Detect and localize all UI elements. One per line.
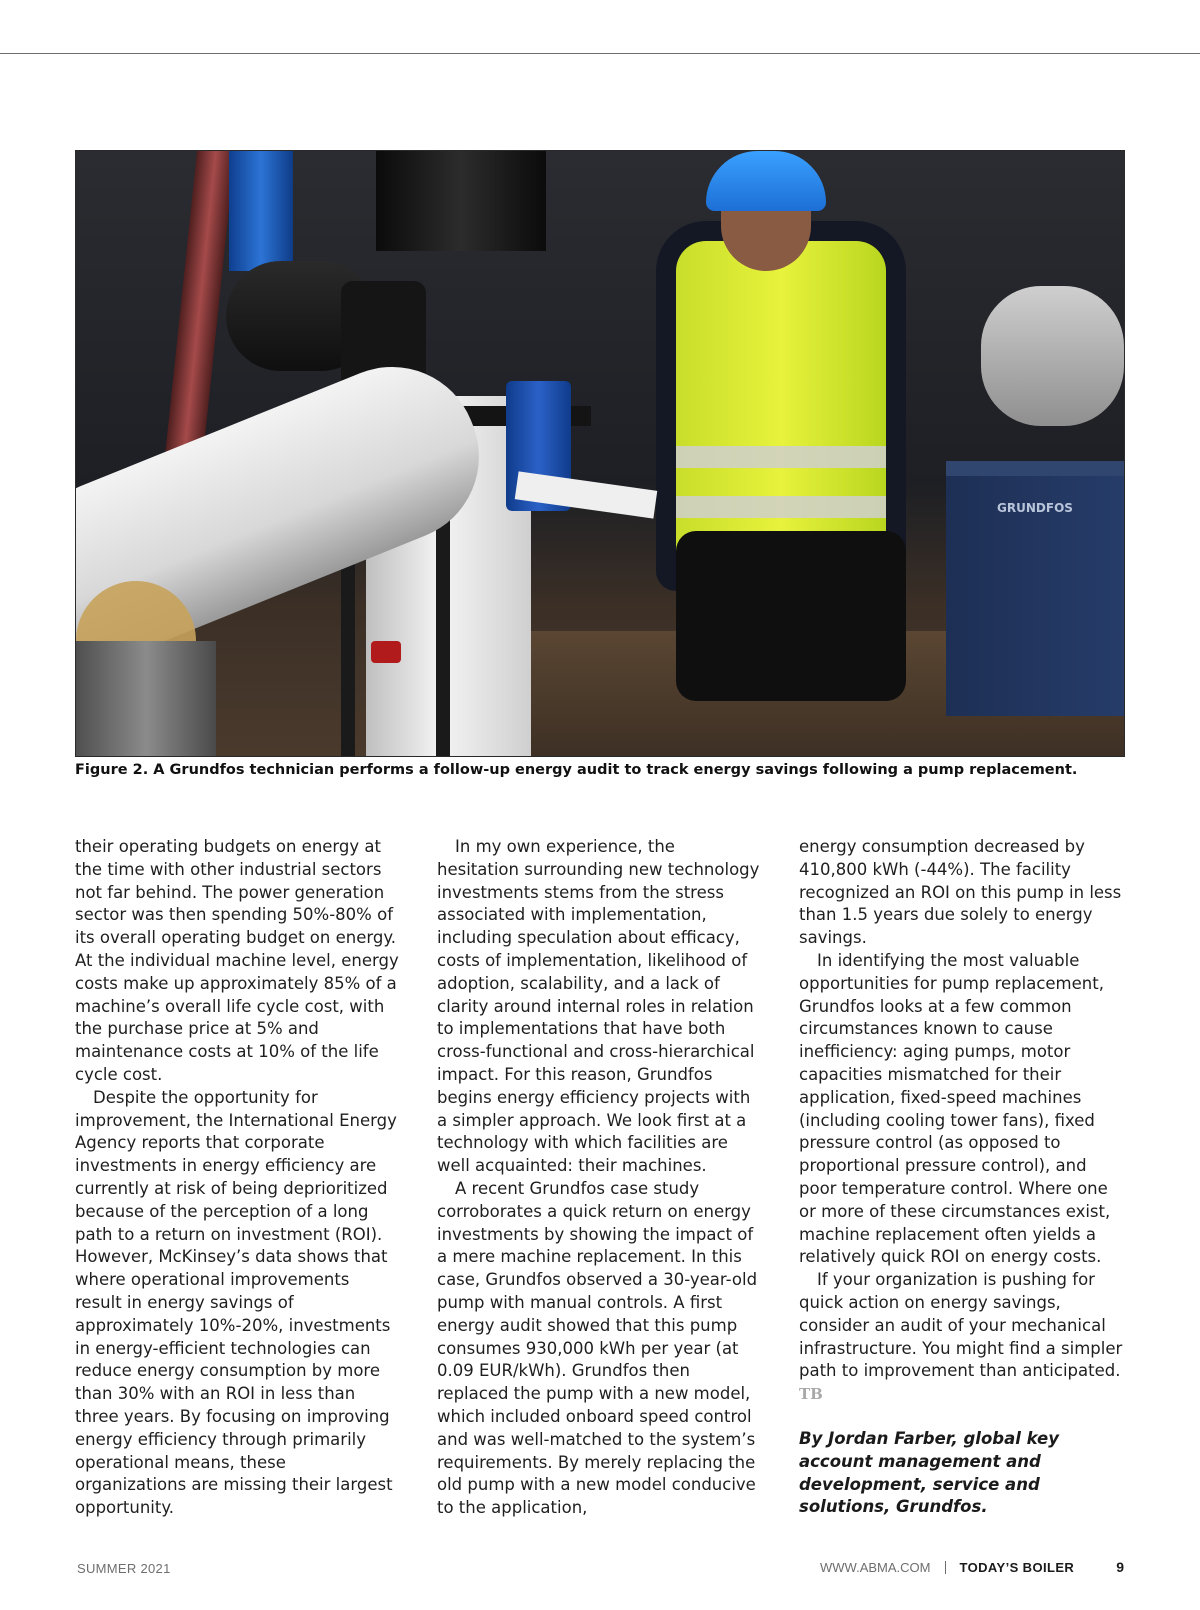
photo-crate-logo: GRUNDFOS [997,501,1073,515]
photo-right-cylinder [981,286,1124,426]
footer-website: WWW.ABMA.COM [820,1559,931,1575]
photo-vest-stripe [676,446,886,468]
paragraph: energy consumption decreased by 410,800 kWh (-44%). The facility recognized an ROI on this pump in less than 1.5 years due solely to energy savings. [799,837,1122,948]
paragraph: In identifying the most valuable opportunities for pump replacement, Grundfos looks at a few common circumstances known to cause inefficiency: aging pumps, motor capacities mismatched for their application, fixed-speed machines (including cooling tower fans), fixed pressure control (as opposed to proportional pressure control), and poor temperature control. Where one or more of these circumstances exist, machine replacement often yields a relatively quick ROI on energy costs. [799,950,1111,1267]
paragraph: Despite the opportunity for improvement, the International Energy Agency reports that corporate investments in energy efficiency are currently at risk of being deprioritized because of the perception of a long path to a return on investment (ROI). However, McKinsey’s data shows that where operational improvements result in energy savings of approximately 10%-20%, investments in energy-efficient technologies can reduce energy consumption by more than 30% with an ROI in less than three years. By focusing on improving energy efficiency through primarily operational means, these organizations are missing their largest opportunity. [75,1087,397,1518]
paragraph: their operating budgets on energy at the time with other industrial sectors not far behind. The power generation sector was then spending 50%-80% of its overall operating budget on energy. At the individual machine level, energy costs make up approximately 85% of a machine’s overall life cycle cost, with the purchase price at 5% and maintenance costs at 10% of the life cycle cost. [75,837,399,1084]
photo-pipe-end [76,641,216,756]
paragraph-text: If your organization is pushing for quick action on energy savings, consider an audit of your mechanical infrastructure. You might find a simpler path to improvement than anticipated. [799,1270,1123,1381]
author-byline: By Jordan Farber, global key account management and development, service and solutions, Grundfos. [799,1428,1059,1517]
footer-magazine-name: TODAY’S BOILER [959,1559,1075,1575]
page-number: 9 [1116,1559,1124,1575]
photo-red-valve [371,641,401,663]
footer-right [820,1559,1124,1575]
paragraph: In my own experience, the hesitation surrounding new technology investments stems from the stress associated with implementation, including speculation about efficacy, costs of implementation, likelihood of adoption, scalability, and a lack of clarity around internal roles in relation to implementations that have both cross-functional and cross-hierarchical impact. For this reason, Grundfos begins energy efficiency projects with a simpler approach. We look first at a technology with which facilities are well acquainted: their machines. [437,837,760,1176]
photo-technician-legs [676,531,906,701]
footer-separator [945,1561,946,1574]
photo-vest-stripe [676,496,886,518]
figure-caption: Figure 2. A Grundfos technician performs a follow-up energy audit to track energy savings following a pump replacement. [75,762,1078,778]
end-mark: TB [799,1385,823,1404]
footer-issue: SUMMER 2021 [77,1561,171,1576]
photo-motor [376,151,546,251]
article-column-1 [75,836,400,1536]
article-column-3 [799,836,1124,1536]
last-paragraph [799,1269,1124,1406]
figure-photo [75,150,1125,757]
photo-blue-pipe [229,151,293,271]
photo-clipboard [515,471,658,518]
paragraph: A recent Grundfos case study corroborates a quick return on energy investments by showing the impact of a mere machine replacement. In this case, Grundfos observed a 30-year-old pump with manual controls. A first energy audit showed that this pump consumes 930,000 kWh per year (at 0.09 EUR/kWh). Grundfos then replaced the pump with a new model, which included onboard speed control and was well-matched to the system’s requirements. By merely replacing the old pump with a new model conducive to the application, [437,1178,758,1518]
top-rule [0,53,1200,54]
photo-hard-hat [706,151,826,211]
article-column-2 [437,836,762,1536]
